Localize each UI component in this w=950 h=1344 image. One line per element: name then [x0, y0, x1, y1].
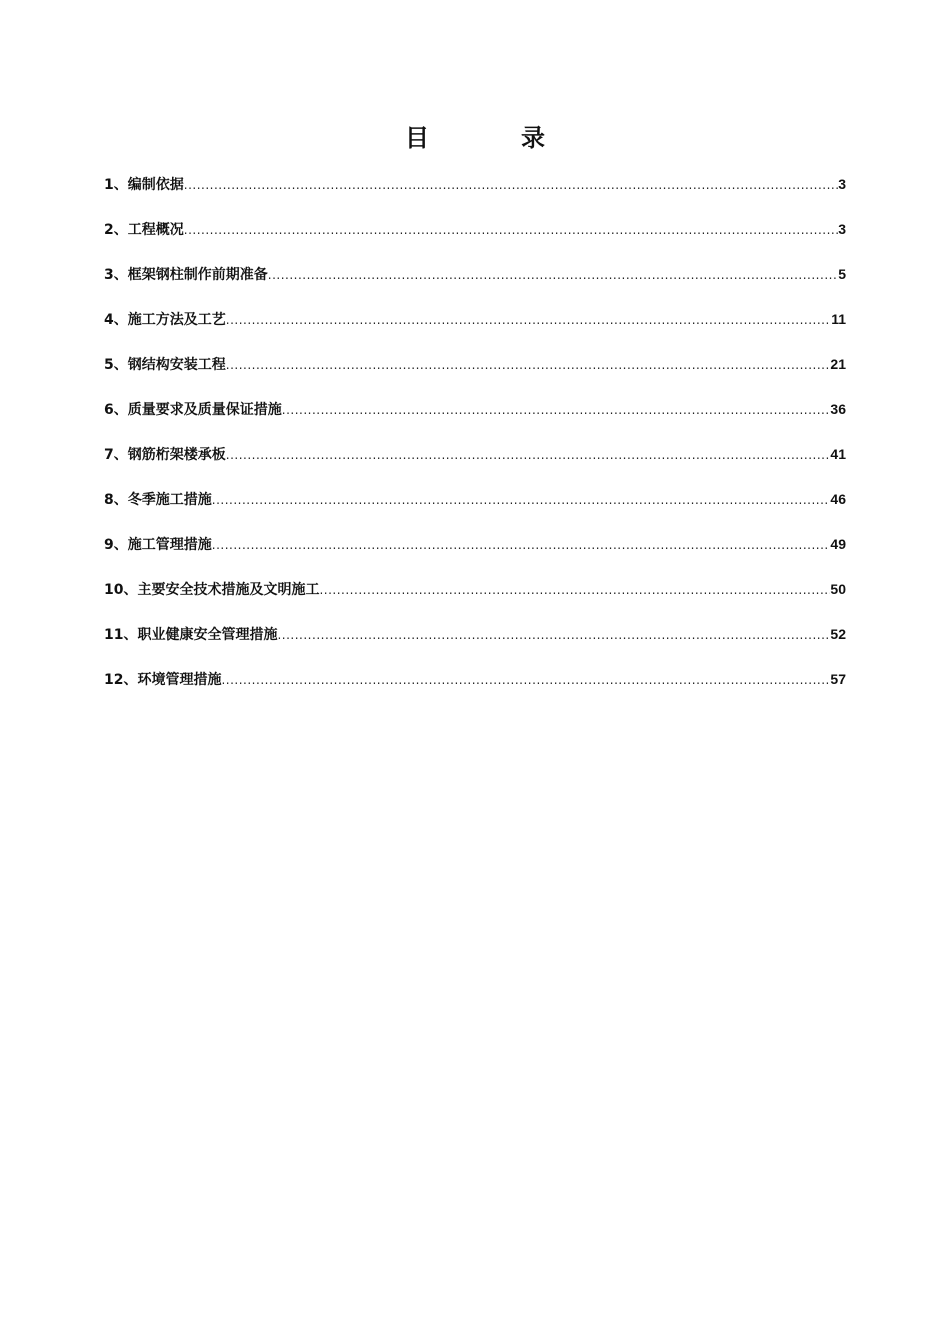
- toc-entry-label: 6、质量要求及质量保证措施: [104, 402, 282, 418]
- toc-dot-leader: [226, 353, 831, 377]
- toc-entry-label: 10、主要安全技术措施及文明施工: [104, 582, 320, 598]
- toc-entry-page-number: 50: [830, 581, 846, 597]
- toc-dot-leader: [282, 398, 831, 422]
- toc-dot-leader: [277, 623, 830, 647]
- toc-entry-page-number: 11: [831, 311, 846, 327]
- toc-entry[interactable]: [104, 217, 846, 262]
- toc-entry[interactable]: [104, 352, 846, 397]
- toc-dot-leader: [184, 218, 838, 242]
- toc-entry-page-number: 3: [838, 221, 846, 237]
- toc-dot-leader: [221, 668, 830, 692]
- toc-entry-page-number: 3: [838, 176, 846, 192]
- toc-entry-page-number: 21: [830, 356, 846, 372]
- toc-entry-label: 9、施工管理措施: [104, 537, 212, 553]
- toc-entry[interactable]: [104, 307, 846, 352]
- toc-entry-label: 8、冬季施工措施: [104, 492, 212, 508]
- toc-entry-page-number: 5: [838, 266, 846, 282]
- toc-entry[interactable]: [104, 667, 846, 712]
- toc-dot-leader: [226, 443, 831, 467]
- toc-entry[interactable]: [104, 577, 846, 622]
- toc-entry-label: 2、工程概况: [104, 222, 184, 238]
- toc-dot-leader: [212, 533, 831, 557]
- toc-list: [104, 172, 846, 712]
- toc-entry-label: 4、施工方法及工艺: [104, 312, 226, 328]
- toc-entry[interactable]: [104, 172, 846, 217]
- toc-entry-label: 3、框架钢柱制作前期准备: [104, 267, 268, 283]
- toc-title: 目 录: [405, 124, 579, 152]
- toc-dot-leader: [319, 578, 830, 602]
- toc-entry-label: 11、职业健康安全管理措施: [104, 627, 278, 643]
- toc-entry-label: 1、编制依据: [104, 177, 184, 193]
- toc-entry-page-number: 57: [830, 671, 846, 687]
- toc-entry-page-number: 36: [830, 401, 846, 417]
- toc-entry-label: 12、环境管理措施: [104, 672, 222, 688]
- toc-entry[interactable]: [104, 442, 846, 487]
- toc-entry-page-number: 49: [830, 536, 846, 552]
- toc-entry-label: 7、钢筋桁架楼承板: [104, 447, 226, 463]
- toc-entry[interactable]: [104, 262, 846, 307]
- toc-entry-page-number: 41: [830, 446, 846, 462]
- toc-dot-leader: [226, 308, 831, 332]
- toc-entry[interactable]: [104, 532, 846, 577]
- toc-entry[interactable]: [104, 397, 846, 442]
- toc-entry[interactable]: [104, 487, 846, 532]
- toc-entry-page-number: 52: [830, 626, 846, 642]
- toc-dot-leader: [184, 173, 838, 197]
- toc-dot-leader: [212, 488, 831, 512]
- toc-entry-page-number: 46: [830, 491, 846, 507]
- toc-entry[interactable]: [104, 622, 846, 667]
- toc-dot-leader: [268, 263, 838, 287]
- toc-entry-label: 5、钢结构安装工程: [104, 357, 226, 373]
